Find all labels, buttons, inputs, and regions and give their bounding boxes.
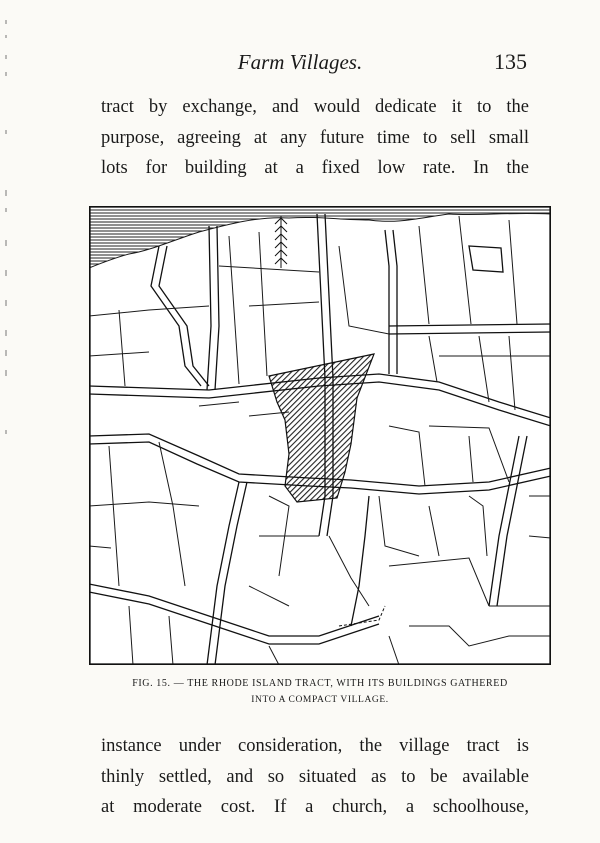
map-svg [89,206,551,665]
text-line: tract by exchange, and would dedicate it to the [101,97,529,117]
text-line: thinly settled, and so situated as to be available [101,766,529,787]
scan-margin-marks [2,10,10,510]
caption-line: FIG. 15. — THE RHODE ISLAND TRACT, WITH ITS BUILDINGS GATHERED [132,678,508,689]
caption-line: INTO A COMPACT VILLAGE. [251,695,389,705]
top-paragraph [101,92,529,184]
page-number: 135 [494,49,527,74]
text-line: lots for building at a fixed low rate. In the [101,158,529,178]
text-line: instance under consideration, the village tract is [101,736,529,756]
text-line: purpose, agreeing at any future time to sell small [101,127,529,148]
figure-caption [100,676,540,708]
village-map-figure [89,206,551,665]
running-header-title: Farm Villages. [237,50,363,74]
text-line: at moderate cost. If a church, a schoolhouse, [101,797,529,817]
bottom-paragraph [101,731,529,823]
